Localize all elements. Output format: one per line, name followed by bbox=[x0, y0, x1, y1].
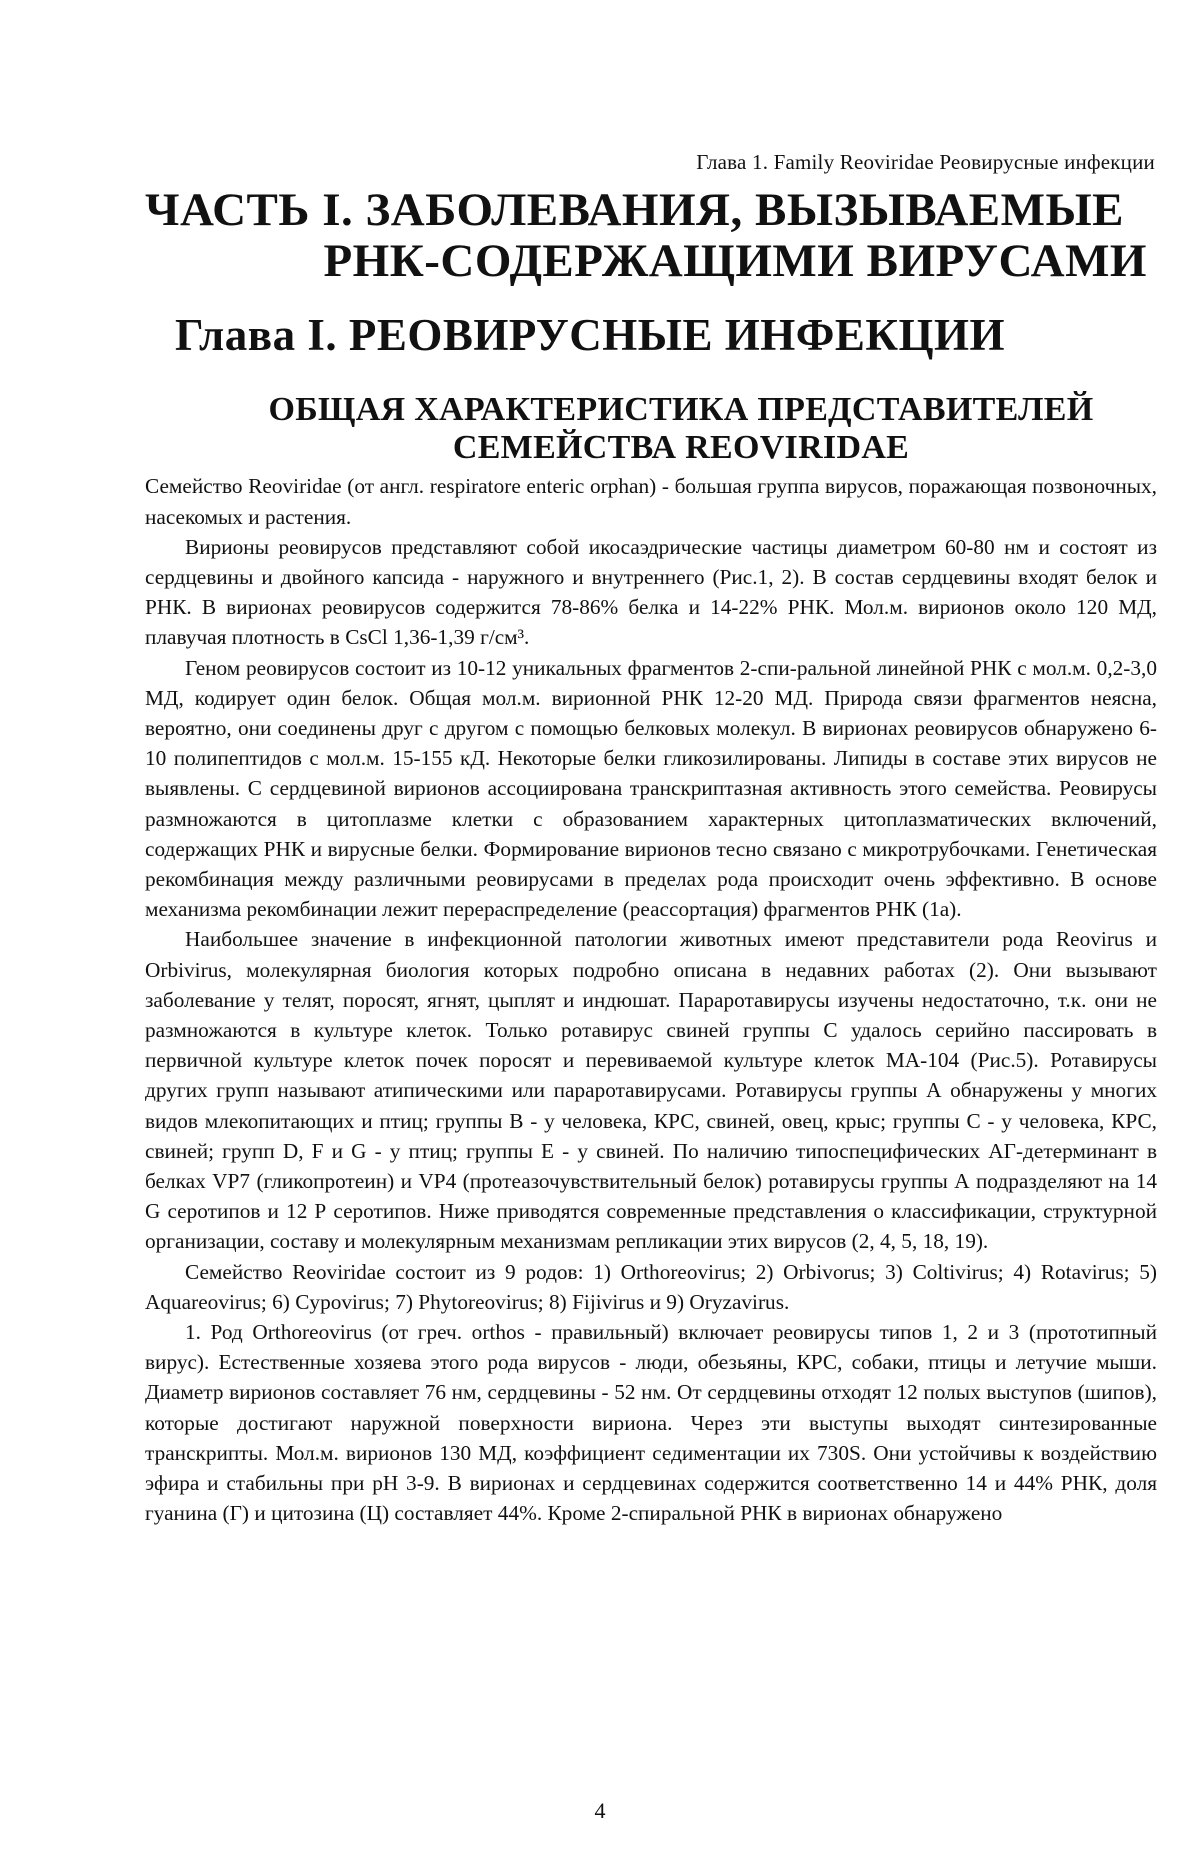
chapter-title: Глава I. РЕОВИРУСНЫЕ ИНФЕКЦИИ bbox=[175, 309, 1006, 360]
section-title-line-2: СЕМЕЙСТВА REOVIRIDAE bbox=[452, 428, 910, 466]
paragraph-genera: Семейство Reoviridae состоит из 9 родов: 1) Orthoreovirus; 2) Orbivorus; 3) Coltivirus; 4) Rotavirus; 5) Aquareovirus; 6) Cypovirus; 7) Phytoreovirus; 8) Fijivirus и 9) Oryzavirus. bbox=[145, 1259, 1157, 1314]
paragraph-genome: Геном реовирусов состоит из 10-12 уникальных фрагментов 2-спи-ральной линейной РНК с мол.м. 0,2-3,0 МД, кодирует один белок. Общая мол.м. вирионной РНК 12-20 МД. Природа связи фрагментов неясна, вероятно, они соединены друг с другом с помощью белковых молекул. В вирионах реовирусов обнаружено 6-10 полипептидов с мол.м. 15-155 кД. Некоторые белки гликозилированы. Липиды в составе этих вирусов не выявлены. С сердцевиной вирионов ассоциирована транскриптазная активность этого семейства. Реовирусы размножаются в цитоплазме клетки с образованием характерных цитоплазматических включений, содержащих РНК и вирусные белки. Формирование вирионов тесно связано с микротрубочками. Генетическая рекомбинация между различными реовирусами в пределах рода происходит очень эффективно. В основе механизма рекомбинации лежит перераспределение (реассортация) фрагментов РНК (1а). bbox=[145, 655, 1157, 922]
running-head: Глава 1. Family Reoviridae Реовирусные инфекции bbox=[696, 150, 1155, 174]
paragraph-virions: Вирионы реовирусов представляют собой икосаэдрические частицы диаметром 60-80 нм и состоят из сердцевины и двойного капсида - наружного и внутреннего (Рис.1, 2). В состав сердцевины входят белок и РНК. В вирионах реовирусов содержится 78-86% белка и 14-22% РНК. Мол.м. вирионов около 120 МД, плавучая плотность в CsCl 1,36-1,39 г/см³. bbox=[145, 534, 1157, 650]
part-title-line-2: РНК-СОДЕРЖАЩИМИ ВИРУСАМИ bbox=[323, 234, 1147, 287]
book-page bbox=[145, 150, 1157, 1528]
page-number: 4 bbox=[594, 1798, 606, 1823]
paragraph-intro: Семейство Reoviridae (от англ. respiratore enteric orphan) - большая группа вирусов, поражающая позвоночных, насекомых и растения. bbox=[145, 474, 1157, 529]
section-title-line-1: ОБЩАЯ ХАРАКТЕРИСТИКА ПРЕДСТАВИТЕЛЕЙ bbox=[268, 390, 1094, 428]
paragraph-orthoreovirus: 1. Род Orthoreovirus (от греч. orthos - правильный) включает реовирусы типов 1, 2 и 3 (прототипный вирус). Естественные хозяева этого рода вирусов - люди, обезьяны, КРС, собаки, птицы и летучие мыши. Диаметр вирионов составляет 76 нм, сердцевины - 52 нм. От сердцевины отходят 12 полых выступов (шипов), которые достигают наружной поверхности вириона. Через эти выступы выходят синтезированные транскрипты. Мол.м. вирионов 130 МД, коэффициент седиментации их 730S. Они устойчивы к воздействию эфира и стабильны при рН 3-9. В вирионах и сердцевинах содержится соответственно 14 и 44% РНК, доля гуанина (Г) и цитозина (Ц) составляет 44%. Кроме 2-спиральной РНК в вирионах обнаружено bbox=[145, 1320, 1157, 1526]
body-text bbox=[145, 471, 1157, 1528]
part-title bbox=[145, 185, 1157, 287]
section-title bbox=[205, 391, 1157, 468]
part-title-line-1: ЧАСТЬ I. ЗАБОЛЕВАНИЯ, ВЫЗЫВАЕМЫЕ bbox=[145, 184, 1124, 236]
paragraph-pathology: Наибольшее значение в инфекционной патологии животных имеют представители рода Reovirus и Orbivirus, молекулярная биология которых подробно описана в недавних работах (2). Они вызывают заболевание у телят, поросят, ягнят, цыплят и индюшат. Парaротавирусы изучены недостаточно, т.к. они не размножаются в культуре клеток. Только ротавирус свиней группы С удалось серийно пассировать в первичной культуре клеток почек поросят и перевиваемой культуре клеток МА-104 (Рис.5). Ротавирусы других групп называют атипическими или парaротавирусами. Ротавирусы группы А обнаружены у многих видов млекопитающих и птиц; группы В - у человека, КРС, свиней, овец, крыс; группы С - у человека, КРС, свиней; групп D, F и G - у птиц; группы Е - у свиней. По наличию типоспецифических АГ-детерминант в белках VP7 (гликопротеин) и VP4 (протеазочувствительный белок) ротавирусы группы А подразделяют на 14 G серотипов и 12 Р серотипов. Ниже приводятся современные представления о классификации, структурной организации, составу и молекулярным механизмам репликации этих вирусов (2, 4, 5, 18, 19). bbox=[145, 927, 1157, 1254]
